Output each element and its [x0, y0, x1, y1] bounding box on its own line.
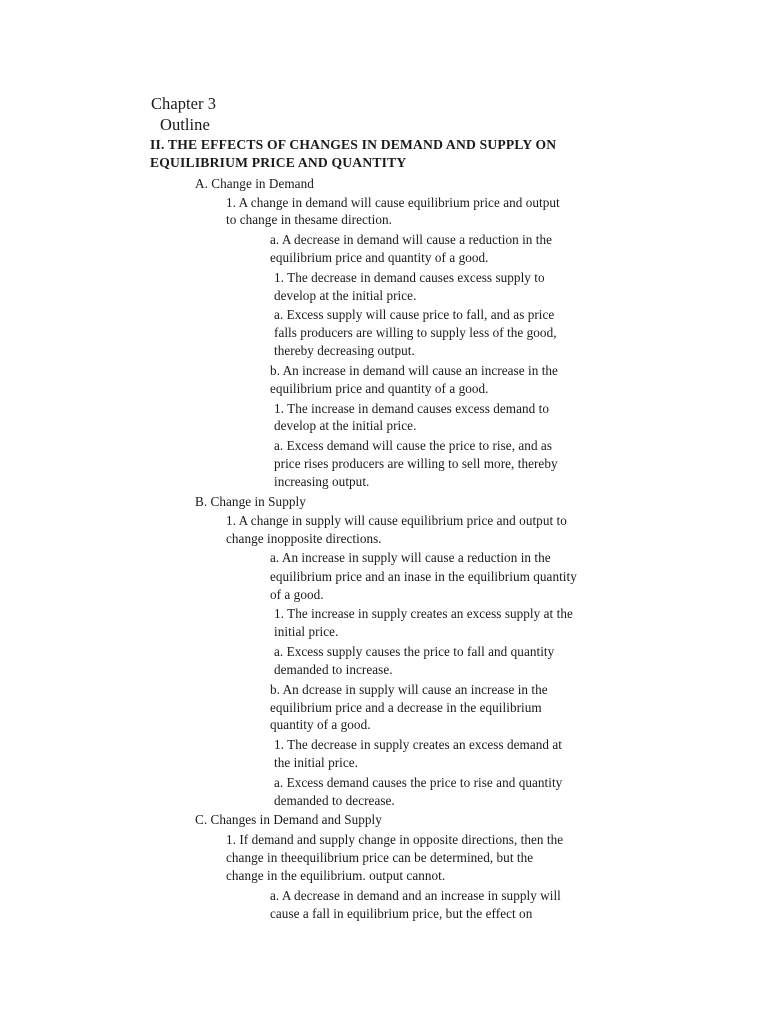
demand-a-line-2: equilibrium price and quantity of a good.: [270, 250, 489, 265]
section-title-line-1: II. THE EFFECTS OF CHANGES IN DEMAND AND SUPPLY ON: [150, 137, 557, 152]
demand-ba-line-2: price rises producers are willing to sell more, thereby: [274, 456, 558, 471]
demand-aa-line-1: a. Excess supply will cause price to fall, and as price: [274, 307, 555, 322]
supply-ba-line-1: a. Excess demand causes the price to rise and quantity: [274, 775, 563, 790]
demand-b-line-1: b. An increase in demand will cause an increase in the: [270, 363, 558, 378]
demand-a-line-1: a. A decrease in demand will cause a reduction in the: [270, 232, 553, 247]
supply-point-1-line-2: change inopposite directions.: [226, 531, 382, 546]
both-a-line-1: a. A decrease in demand and an increase in supply will: [270, 888, 561, 903]
supply-a-line-3: of a good.: [270, 587, 324, 602]
demand-ba-line-3: increasing output.: [274, 474, 370, 489]
demand-heading: A. Change in Demand: [195, 176, 314, 191]
supply-b-line-3: quantity of a good.: [270, 717, 371, 732]
supply-heading: B. Change in Supply: [195, 494, 306, 509]
outline-heading: Outline: [160, 115, 210, 134]
demand-b1-line-2: develop at the initial price.: [274, 418, 417, 433]
chapter-title: Chapter 3: [151, 94, 217, 113]
demand-a1-line-2: develop at the initial price.: [274, 288, 417, 303]
demand-aa-line-2: falls producers are willing to supply less of the good,: [274, 325, 557, 340]
supply-aa-line-1: a. Excess supply causes the price to fall and quantity: [274, 644, 555, 659]
supply-a-line-2: equilibrium price and an inase in the equilibrium quantity: [270, 569, 577, 584]
demand-point-1-line-2: to change in thesame direction.: [226, 212, 392, 227]
supply-aa-line-2: demanded to increase.: [274, 662, 393, 677]
demand-b-line-2: equilibrium price and quantity of a good.: [270, 381, 489, 396]
both-point-1-line-3: change in the equilibrium. output cannot.: [226, 868, 446, 883]
supply-b1-line-2: the initial price.: [274, 755, 359, 770]
both-point-1-line-1: 1. If demand and supply change in opposite directions, then the: [226, 832, 564, 847]
supply-point-1-line-1: 1. A change in supply will cause equilibrium price and output to: [226, 513, 567, 528]
demand-ba-line-1: a. Excess demand will cause the price to rise, and as: [274, 438, 553, 453]
demand-b1-line-1: 1. The increase in demand causes excess demand to: [274, 401, 550, 416]
demand-aa-line-3: thereby decreasing output.: [274, 343, 415, 358]
both-a-line-2: cause a fall in equilibrium price, but the effect on: [270, 906, 533, 921]
demand-a1-line-1: 1. The decrease in demand causes excess supply to: [274, 270, 545, 285]
supply-b-line-2: equilibrium price and a decrease in the equilibrium: [270, 700, 542, 715]
supply-ba-line-2: demanded to decrease.: [274, 793, 395, 808]
supply-a-line-1: a. An increase in supply will cause a reduction in the: [270, 550, 551, 565]
supply-b-line-1: b. An dcrease in supply will cause an increase in the: [270, 682, 548, 697]
section-title-line-2: EQUILIBRIUM PRICE AND QUANTITY: [150, 155, 407, 170]
both-heading: C. Changes in Demand and Supply: [195, 812, 382, 827]
supply-a1-line-1: 1. The increase in supply creates an excess supply at the: [274, 606, 573, 621]
supply-b1-line-1: 1. The decrease in supply creates an excess demand at: [274, 737, 563, 752]
demand-point-1-line-1: 1. A change in demand will cause equilibrium price and output: [226, 195, 560, 210]
supply-a1-line-2: initial price.: [274, 624, 339, 639]
both-point-1-line-2: change in theequilibrium price can be determined, but the: [226, 850, 534, 865]
